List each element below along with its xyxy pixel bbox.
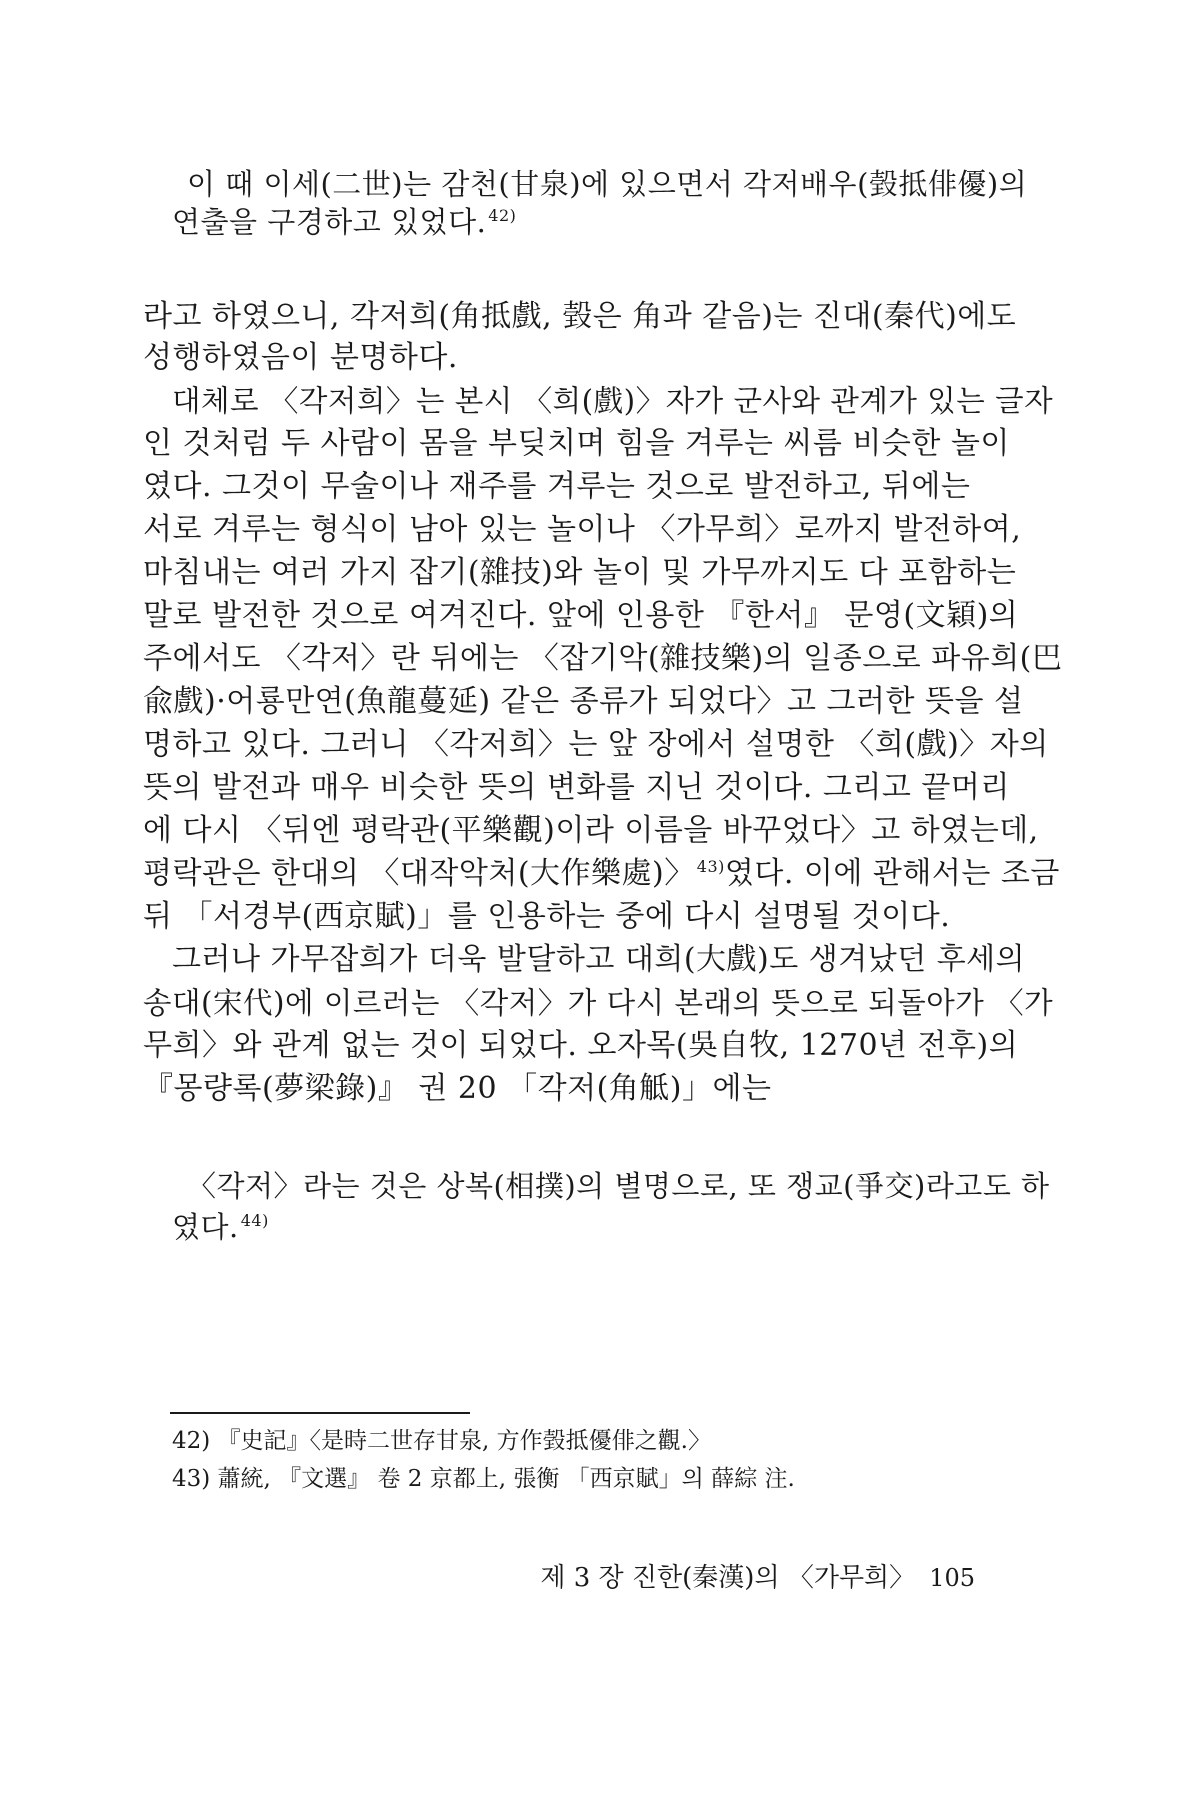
body-text: 인 것처럼 두 사람이 몸을 부딪치며 힘을 겨루는 씨름 비슷한 놀이	[143, 426, 1010, 461]
body-line	[143, 1069, 771, 1109]
body-line	[143, 1026, 1018, 1066]
footnote-43	[172, 1463, 795, 1495]
quote1-line2	[172, 202, 516, 242]
body-text: 마침내는 여러 가지 잡기(雜技)와 놀이 및 가무까지도 다 포함하는	[143, 555, 1017, 590]
body-text: 성행하였음이 분명하다.	[143, 340, 458, 375]
body-line	[143, 897, 950, 937]
body-text: 평락관은 한대의 〈대작악처(大作樂處)〉	[143, 856, 695, 891]
body-line	[143, 297, 1016, 337]
quote2-line2	[172, 1207, 269, 1247]
body-line	[143, 811, 1039, 851]
body-text: 말로 발전한 것으로 여겨진다. 앞에 인용한 『한서』 문영(文穎)의	[143, 598, 1019, 633]
body-text: 였다. 그것이 무술이나 재주를 겨루는 것으로 발전하고, 뒤에는	[143, 469, 971, 504]
footnote-42-text: 42) 『史記』〈是時二世存甘泉, 方作㲄抵優俳之觀.〉	[172, 1428, 711, 1454]
footnote-marker-44: 44)	[240, 1211, 269, 1231]
body-text: 서로 겨루는 형식이 남아 있는 놀이나 〈가무희〉로까지 발전하여,	[143, 512, 1022, 547]
body-line	[143, 639, 1062, 679]
quote2-line1-text: 〈각저〉라는 것은 상복(相撲)의 별명으로, 또 쟁교(爭交)라고도 하	[187, 1169, 1050, 1203]
body-line	[172, 940, 1025, 980]
body-text: 그러나 가무잡희가 더욱 발달하고 대희(大戲)도 생겨났던 후세의	[172, 942, 1026, 977]
body-line	[143, 467, 970, 507]
body-text: 에 다시 〈뒤엔 평락관(平樂觀)이라 이름을 바꾸었다〉고 하였는데,	[143, 813, 1039, 848]
body-line	[143, 596, 1018, 636]
body-text: 兪戲)·어룡만연(魚龍蔓延) 같은 종류가 되었다〉고 그러한 뜻을 설	[143, 684, 1024, 719]
body-text: 명하고 있다. 그러니 〈각저희〉는 앞 장에서 설명한 〈희(戲)〉자의	[143, 727, 1049, 762]
body-text: 무희〉와 관계 없는 것이 되었다. 오자목(吳自牧, 1270년 전후)의	[143, 1028, 1019, 1063]
body-line	[172, 381, 1053, 421]
chapter-title: 제 3 장 진한(秦漢)의 〈가무희〉	[540, 1563, 916, 1593]
footnote-42	[172, 1425, 711, 1457]
body-text: 송대(宋代)에 이르러는 〈각저〉가 다시 본래의 뜻으로 되돌아가 〈가	[143, 986, 1054, 1020]
quote1-line2-text: 연출을 구경하고 있었다.	[172, 205, 487, 239]
page-number: 105	[929, 1564, 975, 1592]
body-text: 대체로 〈각저희〉는 본시 〈희(戲)〉자가 군사와 관계가 있는 글자	[172, 384, 1054, 418]
body-line	[143, 424, 1010, 464]
body-line	[143, 682, 1023, 722]
footnote-marker-43: 43)	[696, 857, 725, 876]
footnote-marker-42: 42)	[488, 206, 517, 226]
quote2-line1	[187, 1166, 1050, 1206]
body-text: 주에서도 〈각저〉란 뒤에는 〈잡기악(雜技樂)의 일종으로 파유희(巴	[143, 641, 1063, 676]
quote2-line2-text: 였다.	[172, 1210, 239, 1244]
body-line	[143, 725, 1049, 765]
body-line	[143, 338, 458, 378]
body-text: 『몽량록(夢梁錄)』 권 20 「각저(角觝)」에는	[143, 1071, 772, 1106]
body-line	[143, 510, 1021, 550]
body-line	[143, 553, 1016, 593]
body-text: 였다. 이에 관해서는 조금	[724, 856, 1060, 891]
footnote-divider	[170, 1412, 470, 1414]
body-line	[143, 983, 1053, 1023]
running-footer	[540, 1560, 975, 1596]
quote1-line1	[187, 164, 1027, 204]
body-text: 라고 하였으니, 각저희(角抵戲, 㲄은 角과 같음)는 진대(秦代)에도	[143, 299, 1017, 334]
body-text: 뜻의 발전과 매우 비슷한 뜻의 변화를 지닌 것이다. 그리고 끝머리	[143, 770, 1010, 805]
body-line	[143, 768, 1010, 808]
footnote-43-text: 43) 蕭統, 『文選』 卷 2 京都上, 張衡 「西京賦」의 薛綜 注.	[172, 1466, 795, 1492]
body-line	[143, 854, 1060, 894]
body-text: 뒤 「서경부(西京賦)」를 인용하는 중에 다시 설명될 것이다.	[143, 899, 951, 934]
quote1-line1-text: 이 때 이세(二世)는 감천(甘泉)에 있으면서 각저배우(㲄抵俳優)의	[187, 167, 1028, 201]
